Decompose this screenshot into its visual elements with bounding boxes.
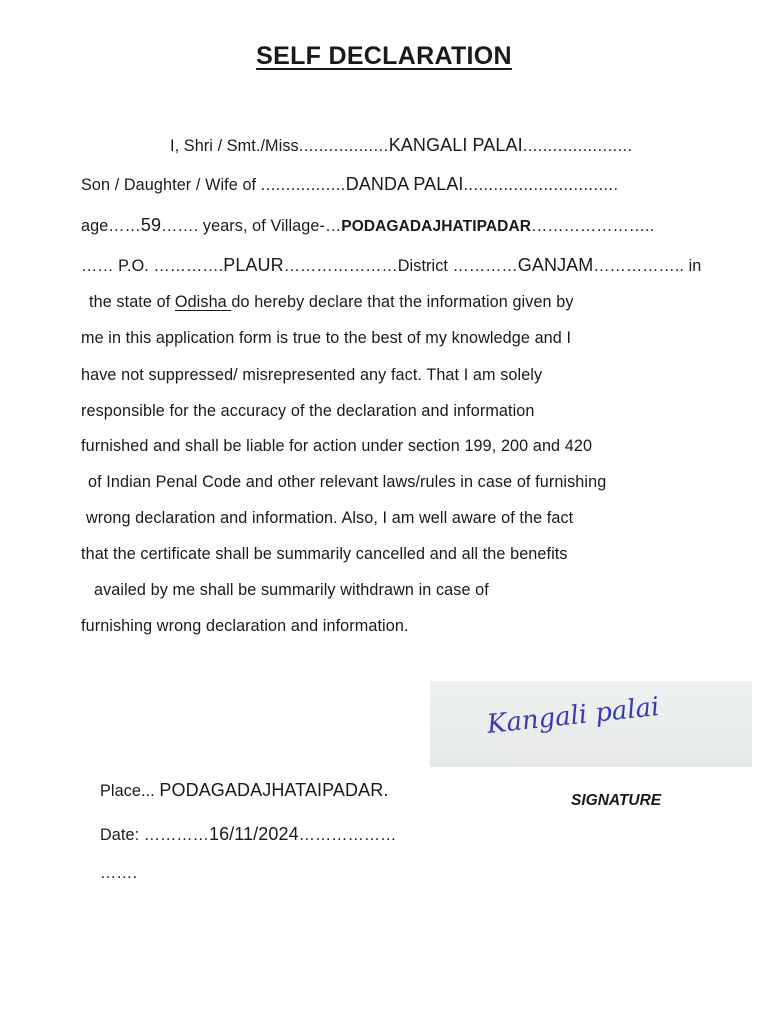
handwritten-signature [430, 681, 752, 767]
signature-text: Kangali palai [485, 692, 661, 740]
po-value: PLAUR [223, 255, 284, 275]
signature-image [430, 681, 752, 767]
body-line: that the certificate shall be summarily cancelled and all the benefits [81, 545, 568, 563]
village-label: ……. years, of Village-… [161, 217, 342, 235]
po-district-line [81, 255, 701, 276]
village-value: PODAGADAJHATIPADAR [341, 218, 532, 235]
district-value: GANJAM [517, 255, 594, 275]
body-line: have not suppressed/ misrepresented any fact. That I am solely [81, 366, 543, 384]
father-name: DANDA PALAI [345, 174, 464, 194]
age-label: age…… [81, 217, 141, 235]
dots: ………………….. [531, 217, 655, 235]
dots: ............................... [463, 176, 619, 194]
applicant-name: KANGALI PALAI [388, 135, 523, 155]
date-value: 16/11/2024 [208, 824, 299, 844]
salutation-label: I, Shri / Smt./Miss [170, 137, 299, 155]
body-line: of Indian Penal Code and other relevant laws/rules in case of furnishing [88, 473, 607, 491]
dots: ……………… [298, 826, 397, 844]
po-label: …… P.O. …………. [81, 257, 224, 275]
signature-label: SIGNATURE [571, 792, 662, 809]
body-line: furnishing wrong declaration and information. [81, 617, 409, 635]
body-line: wrong declaration and information. Also, I am well aware of the fact [86, 509, 574, 527]
date-label: Date: ………… [100, 826, 209, 844]
state-line [89, 293, 574, 312]
document-title: SELF DECLARATION [256, 42, 512, 70]
dots: ................. [260, 176, 346, 194]
state-label: the state of [89, 293, 175, 311]
place-line [100, 780, 388, 801]
relation-label: Son / Daughter / Wife of [81, 176, 261, 194]
dots: .................. [298, 137, 389, 155]
name-line [170, 135, 633, 156]
age-village-line [81, 215, 654, 236]
declaration-text: do hereby declare that the information given by [231, 293, 574, 311]
date-line [100, 824, 396, 845]
dots: …………….. in [593, 257, 702, 275]
trailing-dots: ……. [100, 864, 138, 882]
body-line: furnished and shall be liable for action under section 199, 200 and 420 [81, 437, 593, 455]
dots: ...................... [522, 137, 633, 155]
body-line: responsible for the accuracy of the declaration and information [81, 402, 535, 420]
district-label: …………………District ………… [283, 257, 518, 275]
body-line: me in this application form is true to the best of my knowledge and I [81, 329, 572, 347]
state-value: Odisha [174, 293, 232, 311]
body-line: availed by me shall be summarily withdrawn in case of [94, 581, 489, 599]
place-value: PODAGADAJHATAIPADAR. [159, 780, 389, 800]
relation-line [81, 174, 618, 195]
age-value: 59 [140, 215, 162, 235]
place-label: Place... [100, 782, 160, 800]
